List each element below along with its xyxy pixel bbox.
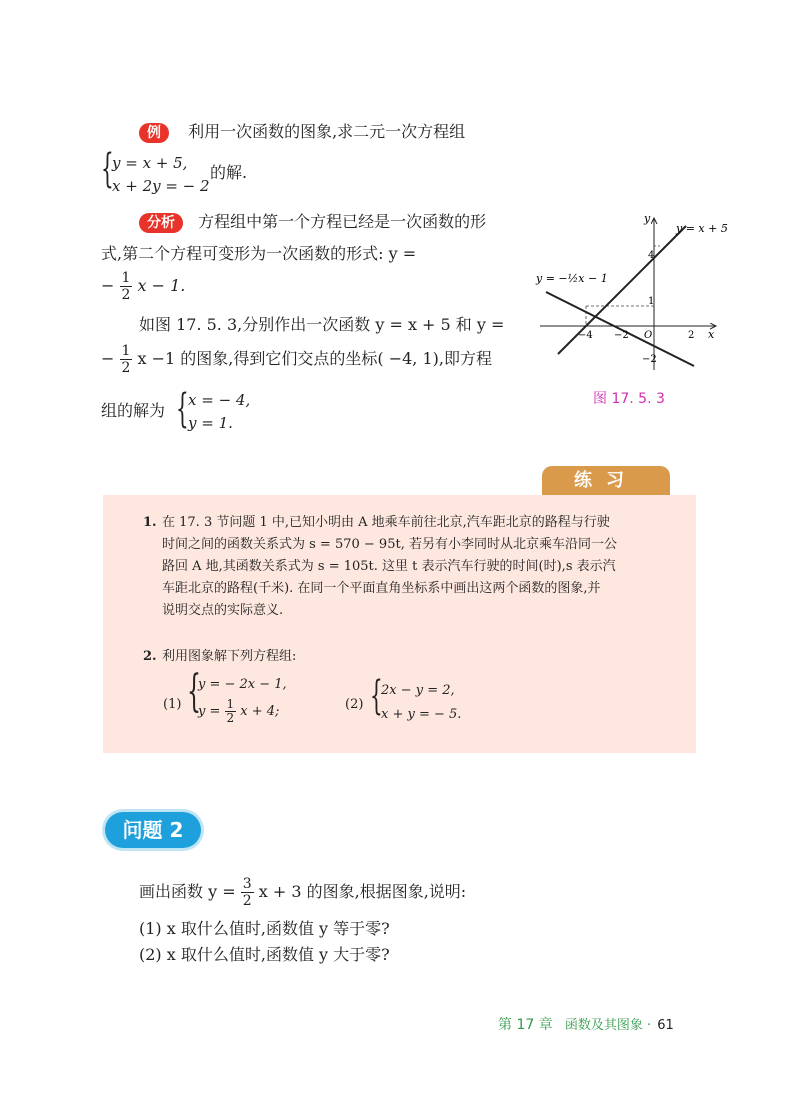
brace: { — [187, 666, 201, 717]
sys1-eq2-post: x + 4; — [240, 704, 280, 719]
solution-x: x = − 4, — [188, 391, 251, 409]
exercise-q2-number: 2. — [143, 649, 157, 664]
line-y-eq-neg-half-x-minus-1 — [546, 292, 694, 366]
line2-label: y = −½x − 1 — [536, 272, 608, 285]
solution-line2-rest: x −1 的图象,得到它们交点的坐标( −4, 1),即方程 — [137, 349, 492, 368]
tick-neg4: −4 — [578, 330, 593, 341]
example-eq1: y = x + 5, — [112, 154, 188, 172]
analysis-line3 — [101, 270, 185, 308]
problem2-q1: (1) x 取什么值时,函数值 y 等于零? — [139, 919, 390, 938]
frac-num: 1 — [121, 343, 131, 359]
system1-label: (1) — [163, 697, 182, 712]
analysis-line1 — [139, 211, 486, 233]
frac-den: 2 — [121, 360, 131, 376]
problem2-intro-post: x + 3 的图象,根据图象,说明: — [258, 882, 467, 901]
brace: { — [101, 146, 114, 192]
exercise-q1-number: 1. — [143, 515, 157, 530]
system2-label: (2) — [345, 697, 364, 712]
frac-den: 2 — [121, 287, 131, 303]
x-axis-label: x — [708, 328, 715, 341]
q1-line: 时间之间的函数关系式为 s = 570 − 95t, 若另有小李同时从北京乘车沿同一公 — [162, 537, 617, 552]
system2-eq2: x + y = − 5. — [381, 707, 462, 722]
analysis-line1-text: 方程组中第一个方程已经是一次函数的形 — [198, 212, 487, 231]
example-badge: 例 — [139, 123, 169, 143]
problem2-intro — [139, 876, 466, 916]
solution-line1: 如图 17. 5. 3,分别作出一次函数 y = x + 5 和 y = — [139, 315, 505, 334]
q1-line: 在 17. 3 节问题 1 中,已知小明由 A 地乘车前往北京,汽车距北京的路程与行驶 — [162, 515, 610, 530]
sys1-eq2-pre: y = — [198, 704, 221, 719]
frac-den: 2 — [226, 711, 235, 725]
frac-num: 3 — [242, 876, 252, 892]
tick-neg2-x: −2 — [614, 330, 629, 341]
analysis-fraction — [120, 270, 133, 303]
q1-line: 说明交点的实际意义. — [162, 603, 284, 618]
y-axis-label: y — [644, 212, 651, 225]
line1-label: y = x + 5 — [676, 222, 728, 235]
sys1-fraction — [225, 698, 237, 725]
solution-fraction — [120, 343, 133, 376]
brace: { — [176, 386, 189, 432]
example-tail: 的解. — [210, 163, 248, 182]
system1-eq1: y = − 2x − 1, — [198, 677, 287, 692]
page-footer — [498, 1014, 674, 1034]
solution-y: y = 1. — [188, 414, 233, 432]
example-eq2: x + 2y = − 2 — [112, 177, 210, 195]
problem2-intro-pre: 画出函数 y = — [139, 882, 236, 901]
solution-line3: 组的解为 — [101, 401, 166, 420]
example-text: 利用一次函数的图象,求二元一次方程组 — [188, 122, 466, 141]
q1-line: 路回 A 地,其函数关系式为 s = 105t. 这里 t 表示汽车行驶的时间(时),s 表示汽 — [162, 559, 616, 574]
example-heading — [139, 121, 465, 143]
exercise-tab: 练习 — [542, 466, 670, 496]
figure-graph — [530, 210, 730, 380]
tick-neg2-y: −2 — [642, 354, 657, 365]
problem2-fraction — [241, 876, 254, 909]
frac-den: 2 — [242, 893, 252, 909]
frac-num: 1 — [226, 697, 235, 711]
analysis-minus: − — [101, 276, 115, 295]
exercise-q1-text — [162, 512, 682, 622]
system2-eq1: 2x − y = 2, — [381, 683, 455, 698]
analysis-badge: 分析 — [139, 213, 183, 233]
problem2-q2: (2) x 取什么值时,函数值 y 大于零? — [139, 945, 390, 964]
chapter-title: 函数及其图象 · — [564, 1018, 652, 1033]
system1-eq2 — [198, 698, 279, 734]
figure-caption: 图 17. 5. 3 — [593, 391, 665, 407]
exercise-q2-text: 利用图象解下列方程组: — [162, 649, 297, 664]
solution-line2 — [101, 343, 492, 381]
solution-minus: − — [101, 349, 115, 368]
tick-2: 2 — [688, 330, 695, 341]
problem2-badge: 问题 2 — [105, 812, 201, 848]
tick-1: 1 — [648, 296, 655, 307]
brace: { — [370, 673, 383, 719]
analysis-line2: 式,第二个方程可变形为一次函数的形式: y = — [101, 244, 417, 263]
chapter-label: 第 17 章 — [498, 1017, 553, 1033]
page-number: 61 — [657, 1018, 674, 1033]
frac-num: 1 — [121, 270, 131, 286]
origin-label: O — [644, 330, 653, 341]
tick-4: 4 — [648, 250, 655, 261]
q1-line: 车距北京的路程(千米). 在同一个平面直角坐标系中画出这两个函数的图象,并 — [162, 581, 601, 596]
analysis-line3-rest: x − 1. — [137, 276, 186, 295]
